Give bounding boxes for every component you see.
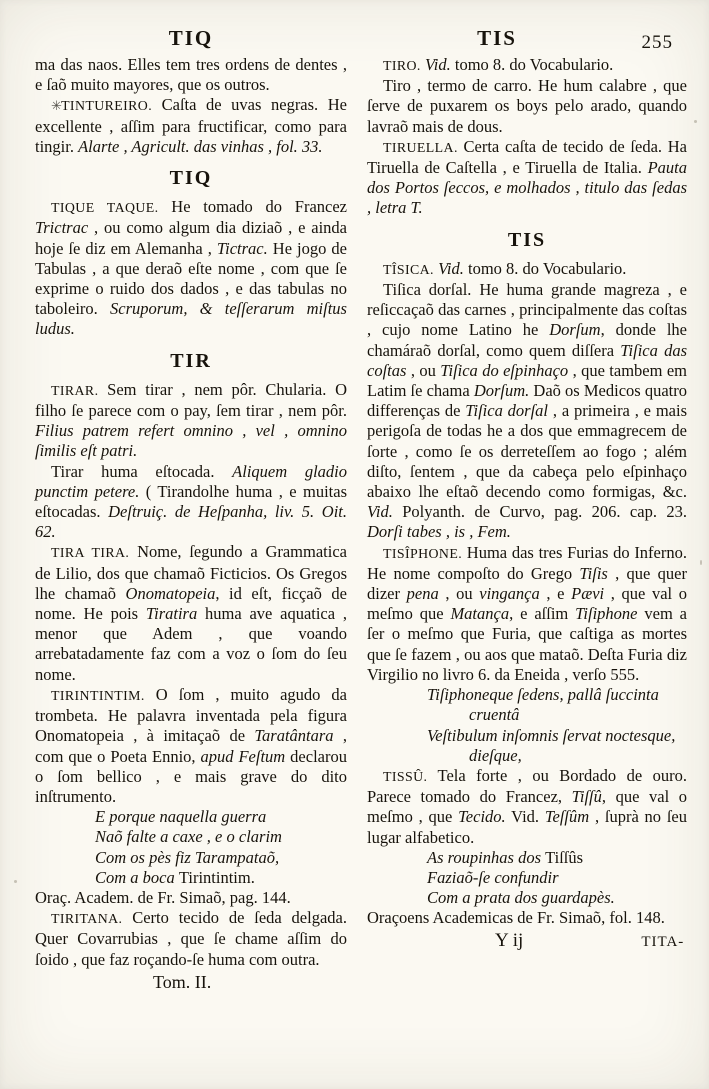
- text-run: , e aſſim: [509, 604, 576, 624]
- text-run: Caſta de uvas negras. He excellente , aſſim para fructificar, como para tingir.: [35, 95, 347, 156]
- dictionary-entry: [35, 542, 347, 684]
- dictionary-entry: [367, 766, 687, 848]
- text-run: Polyanth. de Curvo, pag. 206. cap. 23.: [392, 502, 687, 522]
- catchword: TITA-: [641, 933, 685, 950]
- italic-text-run: Filius patrem refert omnino , vel , omnino ſimilis eſt patri.: [35, 421, 347, 461]
- italic-text-run: Tiſſû: [571, 787, 602, 807]
- italic-text-run: Com a boca: [95, 867, 179, 887]
- paragraph: [367, 908, 687, 928]
- paragraph: [35, 55, 347, 95]
- text-run: TIR: [170, 349, 212, 372]
- italic-text-run: Teſſûm: [544, 807, 590, 827]
- ink-speck: [700, 560, 702, 565]
- italic-text-run: Matança: [450, 604, 510, 624]
- italic-text-run: Tiratira: [145, 604, 198, 624]
- text-run: Daõ os Medicos quatro differenças de: [367, 381, 687, 421]
- paragraph: [35, 888, 347, 908]
- page-number: 255: [641, 32, 673, 53]
- text-run: O ſom , muito agudo da trombeta. He palavra inventada pela figura Onomatopeia , à imitaçaõ de: [35, 684, 347, 746]
- verse-line: [427, 868, 687, 888]
- text-run: tomo 8. do Vocabulario.: [450, 55, 614, 74]
- text-run: , ou como algum dia diziaõ , e ainda hoje ſe diz em Alemanha ,: [35, 218, 347, 258]
- italic-text-run: Naõ falte a caxe , e o clarim: [95, 827, 282, 847]
- text-run: Huma das tres Furias do Inferno. He nome compoſto do Grego: [367, 542, 687, 583]
- text-run: Tela forte , ou Bordado de ouro. Parece tomado do Francez,: [367, 765, 687, 807]
- italic-text-run: Tiſiphone: [575, 604, 638, 624]
- text-run: Tiro , termo de carro. He hum calabre , que ſerve de puxarem os boys pelo arado, quando lavraõ mais de dous.: [367, 76, 687, 136]
- verse-line: [95, 827, 347, 847]
- entry-headword: TIRA TIRA.: [51, 545, 130, 561]
- text-run: Certo tecido de ſeda delgada. Quer Covarrubias , que ſe chame aſſim do ſoido , que faz roçando-ſe huma com outra.: [35, 908, 347, 969]
- right-column: [367, 55, 687, 952]
- italic-text-run: Com a prata dos guardapès.: [427, 888, 615, 908]
- italic-text-run: Pauta dos Portos ſeccos, e molhados , titulo das ſedas , letra T.: [367, 158, 687, 218]
- italic-text-run: Tiſica dorſal: [465, 401, 549, 421]
- text-run: , id eſt, ficçaõ de nome. He pois: [35, 583, 347, 624]
- dictionary-entry: [367, 76, 687, 137]
- text-run: Tirar huma eſtocada.: [51, 461, 233, 481]
- text-run: tomo 8. do Vocabulario.: [463, 258, 627, 278]
- ink-speck: [694, 120, 697, 123]
- entry-headword: TÎSICA.: [383, 261, 434, 277]
- italic-text-run: Com os pès fiz Tarampataõ,: [95, 847, 280, 867]
- text-run: Oraçoens Academicas de Fr. Simaõ, fol. 148.: [367, 908, 665, 928]
- entry-headword: TIRITANA.: [51, 911, 123, 927]
- italic-text-run: Trictrac: [35, 218, 89, 238]
- italic-text-run: apud Feſtum: [200, 746, 286, 766]
- italic-text-run: Tictrac.: [216, 238, 268, 258]
- italic-text-run: Taratântara: [254, 726, 334, 746]
- dictionary-entry: [367, 280, 687, 543]
- italic-text-run: Veſtibulum inſomnis ſervat noctesque, dieſque,: [427, 725, 676, 765]
- text-run: Tirintintim.: [178, 867, 255, 887]
- text-run: Tiſica dorſal. He huma grande magreza , e reſiccaçaõ das carnes , principalmente das coſtas , cujo nome Latino he: [367, 280, 687, 340]
- italic-text-run: Vid.: [424, 55, 451, 74]
- entry-headword: TINTUREIRO.: [61, 98, 153, 114]
- dictionary-entry: [367, 55, 687, 76]
- text-run: , que tambem em Latim ſe chama: [367, 360, 687, 401]
- verse-line: [95, 807, 347, 827]
- entry-headword: TIRUELLA.: [383, 139, 458, 155]
- text-run: declarou o ſom bellico , e mais grave do dito inſtrumento.: [35, 746, 347, 806]
- dictionary-entry: [35, 685, 347, 807]
- italic-text-run: As roupinhas dos: [427, 847, 546, 867]
- dictionary-entry: [367, 137, 687, 219]
- entry-headword: TIQUE TAQUE.: [51, 200, 159, 216]
- printer-mark-icon: ✳: [51, 98, 62, 114]
- entry-headword: TIRO.: [383, 58, 421, 73]
- italic-text-run: Tecido.: [458, 807, 506, 827]
- text-run: , e: [539, 584, 572, 604]
- verse-line: [427, 685, 687, 725]
- verse-line: [427, 726, 687, 766]
- entry-headword: TISSÛ.: [383, 768, 428, 784]
- text-run: ( Tirandolhe huma , e muitas eſtocadas.: [35, 481, 347, 522]
- text-run: , ſuprà no ſeu lugar alfabetico.: [367, 807, 688, 847]
- text-run: , donde lhe chamáraõ dorſal, como quem diſſera: [367, 320, 687, 360]
- entry-headword: TISÎPHONE.: [383, 545, 463, 561]
- italic-text-run: Tiſis: [579, 563, 608, 583]
- italic-text-run: E porque naquella guerra: [95, 807, 267, 827]
- italic-text-run: Deſtruiç. de Heſpanha, liv. 5. Oit. 62.: [35, 502, 347, 542]
- signature-row: [367, 931, 687, 952]
- text-run: Vid.: [505, 807, 545, 827]
- text-run: Certa caſta de tecido de ſeda. Ha Tiruella de Caſtella , e Tiruella de Italia.: [367, 136, 687, 178]
- verse-line: [95, 868, 347, 888]
- italic-text-run: Pævi: [571, 584, 605, 604]
- text-run: Oraç. Academ. de Fr. Simaõ, pag. 144.: [35, 887, 291, 907]
- text-run: , a primeira , e mais perigoſa de todas he a dos que emmagrecem de ſorte , como ſe os derreteſſem ao fogo ; além diſto, ſentem , que da cabeça pelo eſpinhaço abaixo lhe eſtaõ decendo como formigas, &c.: [367, 401, 688, 502]
- signature-mark: Y ij: [495, 929, 524, 951]
- section-heading: [35, 168, 347, 188]
- running-head-left: TIQ: [168, 26, 214, 50]
- italic-text-run: Faziaõ-ſe confundir: [427, 867, 559, 887]
- italic-text-run: Tiſiphoneque ſedens, pallâ ſuccinta cruentâ: [427, 685, 659, 725]
- italic-text-run: Tiſica do eſpinhaço: [440, 360, 569, 380]
- dictionary-entry: [35, 95, 347, 157]
- text-run: , com que o Poeta Ennio,: [35, 726, 347, 766]
- entry-headword: TIRAR.: [51, 382, 99, 398]
- italic-text-run: Vid.: [367, 502, 393, 522]
- text-run: TIQ: [169, 167, 213, 190]
- italic-text-run: Vid.: [438, 258, 464, 278]
- italic-text-run: Dorſum.: [473, 381, 530, 401]
- dictionary-entry: [35, 908, 347, 970]
- verse-line: [427, 848, 687, 868]
- italic-text-run: Aliquem gladio punctim petere.: [35, 461, 347, 501]
- italic-text-run: Tiſica das coſtas: [367, 340, 687, 380]
- text-run: Nome, ſegundo a Grammatica de Lilio, dos que chamaõ Ficticios. Os Gregos lhe chamaõ: [35, 542, 347, 603]
- text-run: , que val o meſmo que: [367, 584, 688, 624]
- text-run: TIS: [507, 228, 547, 251]
- verse-line: [427, 888, 687, 908]
- italic-text-run: Scruporum, & teſſerarum miſtus ludus.: [35, 299, 347, 339]
- text-run: vem a ſer o meſmo que Furia, que caſtiga as mortes que ſe fazem , ou aos que mataõ. Deſta Furia diz Virgilio no livro 6. da Eneida , verſo 555.: [367, 604, 688, 684]
- text-run: , que quer dizer: [367, 563, 687, 604]
- section-heading: [367, 230, 687, 250]
- dictionary-entry: [367, 543, 687, 685]
- text-run: Tom. II.: [153, 971, 212, 992]
- italic-text-run: Onomatopeia: [125, 583, 216, 603]
- text-run: , ou: [438, 584, 480, 604]
- text-run: Tiſſûs: [545, 847, 584, 867]
- running-head-right: TIS: [477, 26, 517, 50]
- italic-text-run: Dorſum: [549, 320, 601, 340]
- text-run: huma ave aquatica , menor que Adem , que voando arrebatadamente faz com a voz o ſom do ſeu nome.: [35, 604, 347, 684]
- italic-text-run: pena: [406, 584, 439, 604]
- verse-line: [95, 848, 347, 868]
- text-run: , que val o meſmo , que: [367, 787, 687, 827]
- left-column: [35, 55, 347, 992]
- dictionary-entry: [35, 462, 347, 543]
- text-run: He jogo de Tabulas , a que deraõ eſte nome , com que ſe exprime o ruido dos dados , e das tabulas no taboleiro.: [35, 238, 347, 319]
- volume-label: [153, 972, 347, 992]
- ink-speck: [14, 880, 17, 883]
- entry-headword: TIRINTINTIM.: [51, 687, 145, 703]
- dictionary-entry: [35, 197, 347, 339]
- dictionary-entry: [367, 259, 687, 280]
- text-run: He tomado do Francez: [158, 197, 347, 217]
- text-run: , ou: [406, 360, 441, 380]
- italic-text-run: vingança: [479, 584, 540, 604]
- dictionary-entry: [35, 380, 347, 462]
- text-run: Sem tirar , nem pôr. Chularia. O filho ſe parece com o pay, ſem tirar , nem pôr.: [35, 379, 347, 421]
- italic-text-run: Dorſi tabes , is , Fem.: [367, 522, 511, 542]
- section-heading: [35, 351, 347, 371]
- text-run: ma das naos. Elles tem tres ordens de dentes , e ſaõ muito mayores, que os outros.: [35, 55, 347, 95]
- italic-text-run: Alarte , Agricult. das vinhas , fol. 33.: [78, 136, 323, 156]
